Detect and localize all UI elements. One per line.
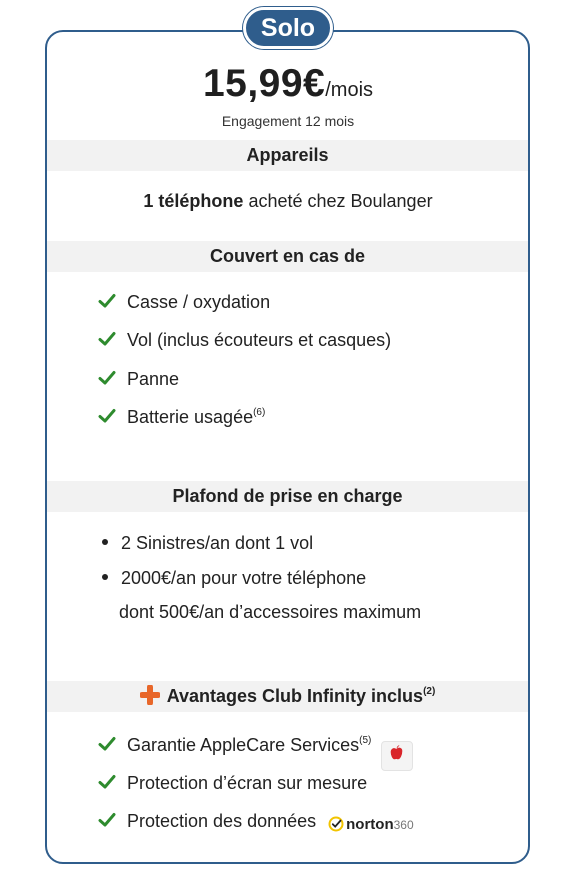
footnote-marker: (5)	[359, 735, 372, 746]
check-icon	[98, 773, 116, 791]
check-icon	[98, 811, 116, 829]
ceiling-item	[102, 533, 313, 554]
advantage-item	[98, 773, 367, 794]
engagement-text: Engagement 12 mois	[221, 113, 355, 129]
ceiling-item	[102, 568, 366, 589]
check-icon	[98, 407, 116, 425]
devices-count: 1 téléphone	[143, 191, 244, 211]
check-icon	[98, 330, 116, 348]
advantage-item-label: Protection d’écran sur mesure	[127, 773, 368, 793]
price	[0, 62, 576, 106]
plus-icon	[140, 685, 160, 705]
coverage-item	[98, 369, 179, 390]
ceiling-item-label: 2 Sinistres/an dont 1 vol	[121, 533, 314, 553]
coverage-item	[98, 407, 265, 428]
check-icon	[98, 735, 116, 753]
section-title-ceiling: Plafond de prise en charge	[47, 481, 528, 512]
coverage-item-label: Vol (inclus écouteurs et casques)	[127, 330, 392, 350]
check-icon	[98, 292, 116, 310]
ceiling-item-sub: dont 500€/an d’accessoires maximum	[119, 602, 422, 622]
ceiling-item-label: 2000€/an pour votre téléphone	[121, 568, 367, 588]
section-title-advantages	[47, 681, 528, 712]
norton-check-icon	[328, 816, 344, 832]
coverage-item-label: Panne	[127, 369, 180, 389]
coverage-item	[98, 292, 270, 313]
coverage-item-label: Casse / oxydation	[127, 292, 271, 312]
coverage-item	[98, 330, 391, 351]
advantage-item-label: Garantie AppleCare Services	[127, 735, 360, 755]
devices-text: acheté chez Boulanger	[243, 191, 433, 211]
section-title-devices: Appareils	[47, 140, 528, 171]
price-period: /mois	[325, 79, 374, 101]
section-title-coverage: Couvert en cas de	[47, 241, 528, 272]
devices-line	[0, 191, 576, 212]
plan-badge: Solo	[243, 7, 333, 49]
apple-icon	[390, 745, 404, 761]
footnote-marker: (6)	[253, 407, 266, 418]
norton-logo-text: norton	[346, 816, 394, 833]
norton-logo	[328, 816, 414, 833]
advantage-item	[98, 735, 413, 771]
applecare-logo	[381, 741, 413, 771]
coverage-item-label: Batterie usagée	[127, 407, 254, 427]
price-amount: 15,99€	[202, 62, 326, 105]
advantages-title: Avantages Club Infinity inclus	[166, 686, 424, 706]
check-icon	[98, 369, 116, 387]
bullet-dot	[102, 574, 108, 580]
advantage-item-label: Protection des données	[127, 811, 317, 831]
advantage-item	[98, 811, 414, 833]
norton-logo-suffix: 360	[393, 818, 414, 832]
bullet-dot	[102, 539, 108, 545]
footnote-marker: (2)	[423, 686, 436, 697]
